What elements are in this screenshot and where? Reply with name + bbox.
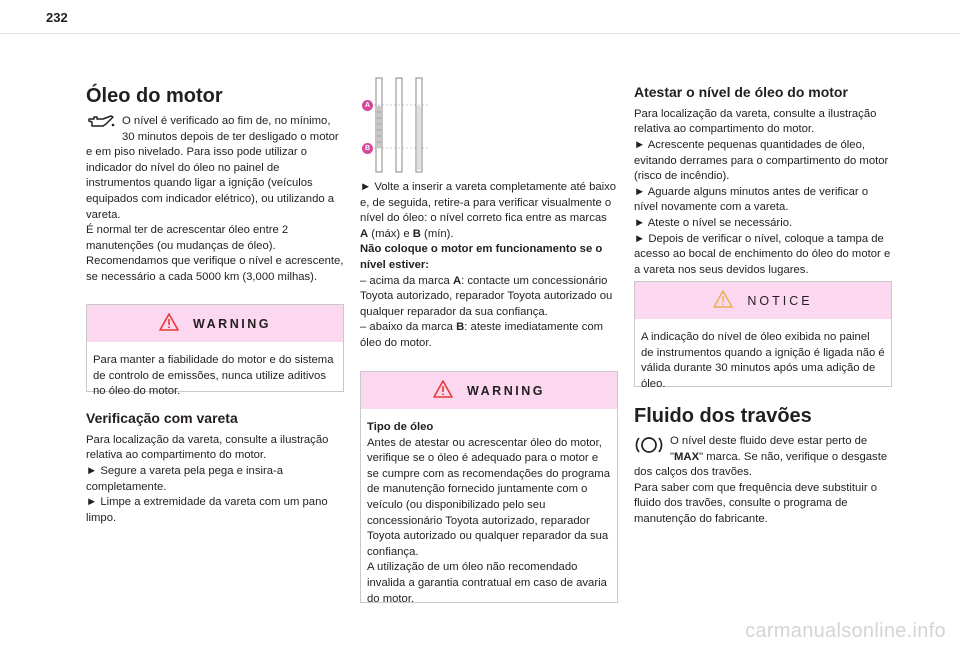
- warning-box-oil-type: [360, 371, 618, 603]
- middle-column: [360, 76, 618, 605]
- above-mark-text: – acima da marca A: contacte um concessionário Toyota autorizado, reparador Toyota autorizado ou qualquer reparador da sua confiança.: [360, 274, 613, 318]
- brake-fluid-text-1: O nível deste fluido deve estar perto de "MAX" marca. Se não, verifique o desgaste dos calços dos travões.: [634, 435, 888, 479]
- top-up-text-1: Para localização da vareta, consulte a ilustração relativa ao compartimento do motor.: [634, 107, 877, 136]
- notice-box: [634, 281, 892, 390]
- brake-fluid-title: Fluido dos travões: [634, 405, 812, 427]
- warning-box-additives: [86, 304, 344, 398]
- oil-can-icon: [86, 114, 116, 135]
- warning-triangle-icon: [159, 313, 179, 334]
- top-up-text-3: ► Aguarde alguns minutos antes de verificar o nível novamente com a vareta.: [634, 185, 869, 214]
- notice-text: A indicação do nível de óleo exibida no painel de instrumentos quando a ignição é ligada não é válida durante 30 minutos após uma adição de óleo.: [641, 331, 885, 390]
- mark-a-label: A: [362, 100, 373, 111]
- warning-label: WARNING: [467, 383, 545, 398]
- oil-type-text-1: Antes de atestar ou acrescentar óleo do motor, verifique se o óleo é adequado para o motor e se cumpre com as recomendações do programa de manutenção fornecido juntamente com o veículo (ou disponibilizado pelo seu concessionário Toyota autorizado, reparador Toyota autorizado ou qualquer reparador da sua confiança.: [367, 436, 610, 558]
- page-number: 232: [46, 10, 68, 25]
- dipstick-text-1: Para localização da vareta, consulte a ilustração relativa ao compartimento do motor.: [86, 433, 329, 462]
- warning-header: [87, 305, 343, 342]
- page-title: Óleo do motor: [86, 85, 223, 107]
- brake-fluid-text-2: Para saber com que frequência deve substituir o fluido dos travões, consulte o programa de manutenção do fabricante.: [634, 481, 878, 525]
- oil-normal-text: É normal ter de acrescentar óleo entre 2 manutenções (ou mudanças de óleo). Recomendamos que verifique o nível e acrescente, se necessário a cada 5000 km (3,000 milhas).: [86, 224, 344, 283]
- top-rule: [0, 33, 960, 34]
- top-up-text-5: ► Depois de verificar o nível, coloque a tampa de acesso ao bocal de enchimento do óleo do motor e a vareta nos seus devidos lugares.: [634, 232, 891, 276]
- section-title-top-up: Atestar o nível de óleo do motor: [634, 84, 848, 100]
- right-column: [634, 84, 892, 525]
- below-mark-text: – abaixo da marca B: ateste imediatamente com óleo do motor.: [360, 321, 604, 349]
- top-up-text-4: ► Ateste o nível se necessário.: [634, 216, 793, 229]
- mark-b-label: B: [362, 143, 373, 154]
- oil-type-title: Tipo de óleo: [367, 421, 434, 433]
- warning-label: WARNING: [193, 316, 271, 331]
- left-column: [86, 78, 344, 524]
- warning-triangle-icon: [433, 380, 453, 401]
- oil-intro-text: O nível é verificado ao fim de, no mínimo, 30 minutos depois de ter desligado o motor e em piso nivelado. Para isso pode utilizar o indicador do nível do óleo no painel de instrumentos quando ligar a ignição (veículos equipados com indicador elétrico), ou utilizando a vareta.: [86, 115, 339, 221]
- warning-triangle-icon: [713, 290, 733, 311]
- warning-text: Para manter a fiabilidade do motor e do sistema de controlo de emissões, nunca utilize aditivos no óleo do motor.: [93, 354, 334, 398]
- top-up-text-2: ► Acrescente pequenas quantidades de óleo, evitando derrames para o compartimento do motor (risco de incêndio).: [634, 138, 889, 183]
- section-title-dipstick: Verificação com vareta: [86, 410, 238, 426]
- notice-header: [635, 282, 891, 319]
- brake-fluid-icon: [634, 434, 664, 461]
- dipstick-text-3: ► Limpe a extremidade da vareta com um pano limpo.: [86, 496, 328, 524]
- oil-type-text-2: A utilização de um óleo não recomendado invalida a garantia contratual em caso de avaria do motor.: [367, 561, 607, 605]
- do-not-start-text: Não coloque o motor em funcionamento se o nível estiver:: [360, 243, 603, 271]
- dipstick-text-2: ► Segure a vareta pela pega e insira-a completamente.: [86, 464, 284, 493]
- warning-header: [361, 372, 617, 409]
- dipstick-illustration: [360, 76, 618, 174]
- watermark: carmanualsonline.info: [745, 620, 946, 642]
- reinsert-text: ► Volte a inserir a vareta completamente até baixo e, de seguida, retire-a para verificar visualmente o nível do óleo: o nível correto fica entre as marcas A (máx) e B (mín).: [360, 181, 617, 240]
- notice-label: NOTICE: [747, 293, 813, 308]
